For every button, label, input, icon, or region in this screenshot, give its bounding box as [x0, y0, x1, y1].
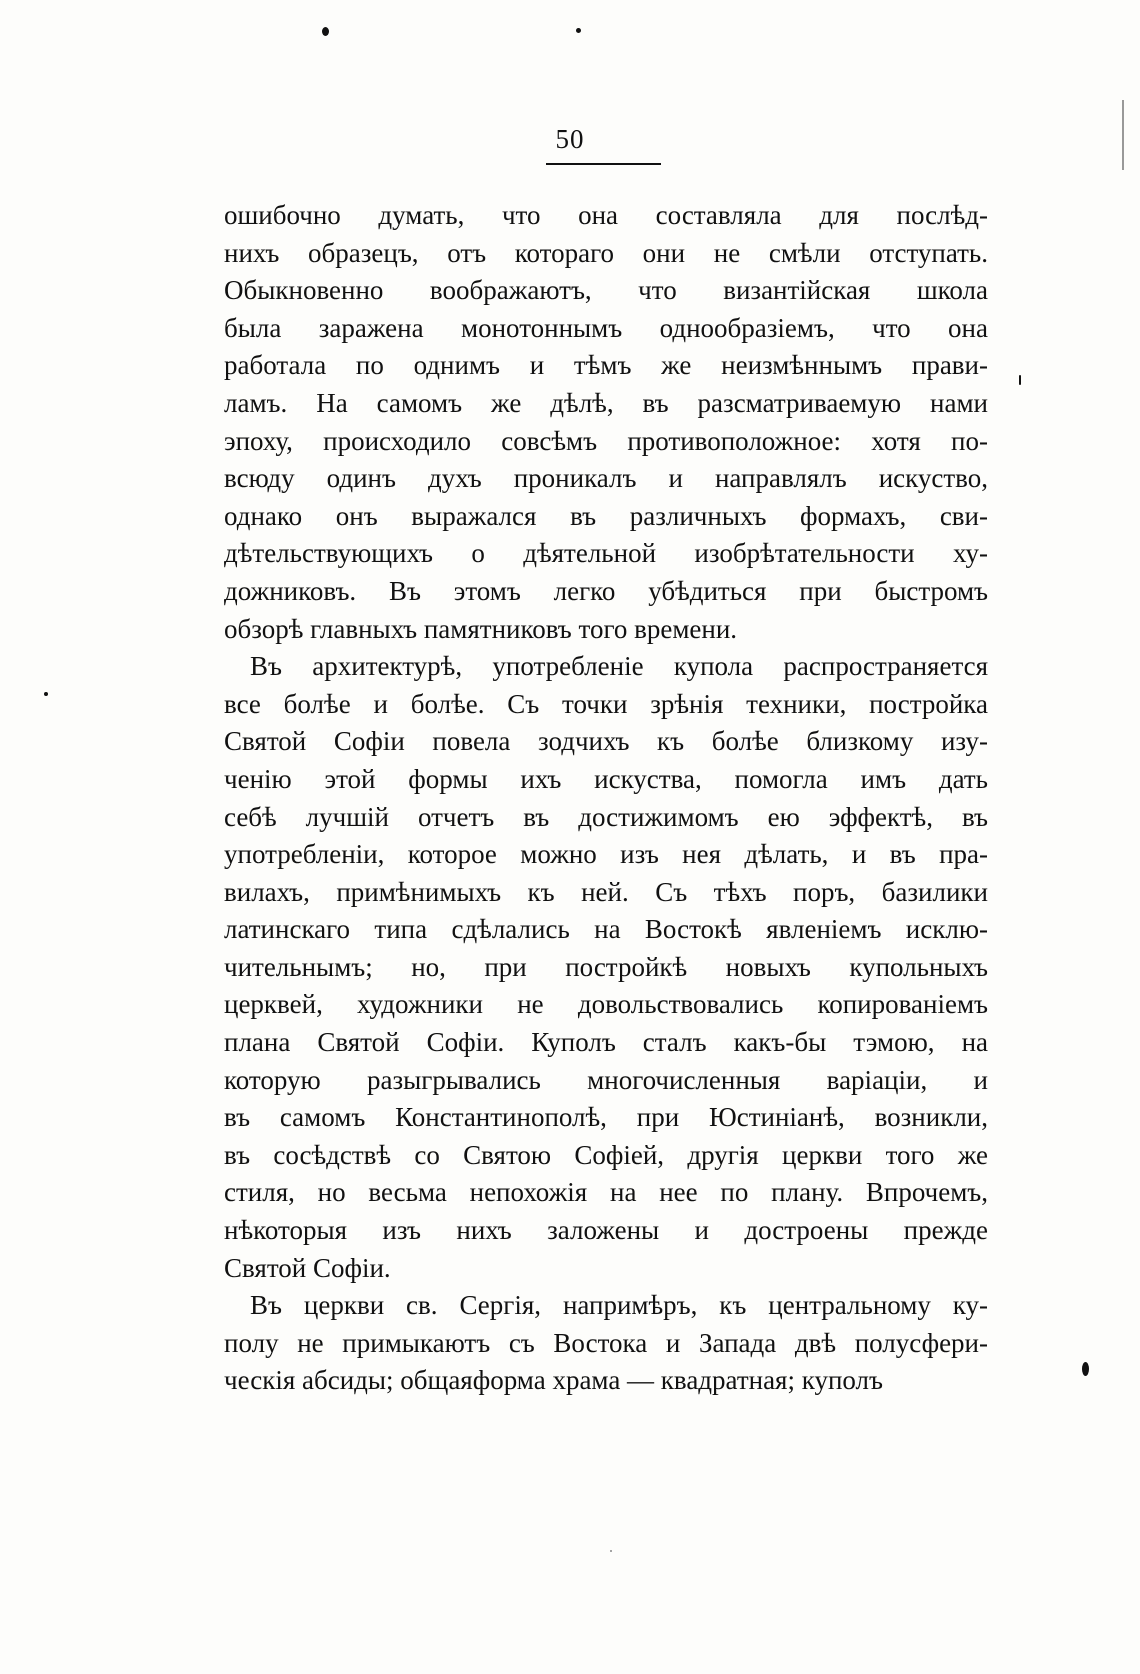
text-line: однако онъ выражался въ различныхъ формахъ, сви-	[224, 500, 988, 531]
paragraph	[224, 648, 988, 1287]
text-line: латинскаго типа сдѣлались на Востокѣ явленіемъ исклю-	[224, 914, 988, 945]
print-speck	[576, 28, 581, 33]
text-line: ческія абсиды; общаяформа храма — квадратная; куполъ	[224, 1365, 883, 1396]
text-line: ченію этой формы ихъ искуства, помогла имъ дать	[224, 763, 988, 794]
text-line: Въ архитектурѣ, употребленіе купола распространяется	[250, 651, 988, 682]
paragraph	[224, 1287, 988, 1400]
text-line: Въ церкви св. Сергія, напримѣръ, къ центральному ку-	[250, 1290, 988, 1321]
text-line: нихъ образецъ, отъ котораго они не смѣли отступать.	[224, 237, 988, 268]
text-line: работала по однимъ и тѣмъ же неизмѣннымъ прави-	[224, 350, 988, 381]
print-speck	[1082, 1362, 1089, 1376]
text-line: плана Святой Софіи. Куполъ сталъ какъ-бы тэмою, на	[224, 1027, 988, 1058]
print-speck	[44, 692, 48, 696]
text-line: нѣкоторыя изъ нихъ заложены и достроены прежде	[224, 1215, 988, 1246]
page-number: 50	[555, 124, 585, 154]
text-line: Обыкновенно воображаютъ, что византійская школа	[224, 275, 988, 306]
text-line: въ сосѣдствѣ со Святою Софіей, другія церкви того же	[224, 1139, 988, 1170]
text-line: обзорѣ главныхъ памятниковъ того времени.	[224, 613, 738, 644]
text-line: вилахъ, примѣнимыхъ къ ней. Съ тѣхъ поръ, базилики	[224, 876, 988, 907]
text-line: ошибочно думать, что она составляла для послѣд-	[224, 200, 988, 230]
print-speck	[1019, 375, 1021, 385]
text-line: была заражена монотоннымъ однообразіемъ, что она	[224, 312, 988, 343]
text-line: ламъ. На самомъ же дѣлѣ, въ разсматриваемую нами	[224, 387, 988, 418]
print-speck	[322, 27, 329, 36]
text-line: себѣ лучшій отчетъ въ достижимомъ ею эффектѣ, въ	[224, 801, 988, 832]
header-rule	[546, 163, 661, 165]
print-speck	[610, 1550, 612, 1552]
text-line: эпоху, происходило совсѣмъ противоположное: хотя по-	[224, 425, 988, 456]
text-line: церквей, художники не довольствовались копированіемъ	[224, 989, 988, 1020]
paragraph	[224, 197, 988, 648]
text-line: всюду одинъ духъ проникалъ и направлялъ искуство,	[224, 463, 988, 494]
text-line: Святой Софіи.	[224, 1252, 391, 1283]
body-text	[224, 197, 988, 1400]
text-line: которую разыгрывались многочисленныя варіаціи, и	[224, 1064, 988, 1095]
text-line: дожниковъ. Въ этомъ легко убѣдиться при быстромъ	[224, 575, 988, 606]
text-line: полу не примыкаютъ съ Востока и Запада двѣ полусфери-	[224, 1327, 988, 1358]
text-line: въ самомъ Константинополѣ, при Юстиніанѣ, возникли,	[224, 1102, 988, 1133]
text-line: стиля, но весьма непохожія на нее по плану. Впрочемъ,	[224, 1177, 988, 1208]
text-line: употребленіи, которое можно изъ нея дѣлать, и въ пра-	[224, 839, 988, 870]
text-line: Святой Софіи повела зодчихъ къ болѣе близкому изу-	[224, 726, 988, 757]
text-line: дѣтельствующихъ о дѣятельной изобрѣтательности ху-	[224, 538, 988, 569]
text-line: все болѣе и болѣе. Съ точки зрѣнія техники, постройка	[224, 688, 988, 719]
text-line: чительнымъ; но, при постройкѣ новыхъ купольныхъ	[224, 951, 988, 982]
